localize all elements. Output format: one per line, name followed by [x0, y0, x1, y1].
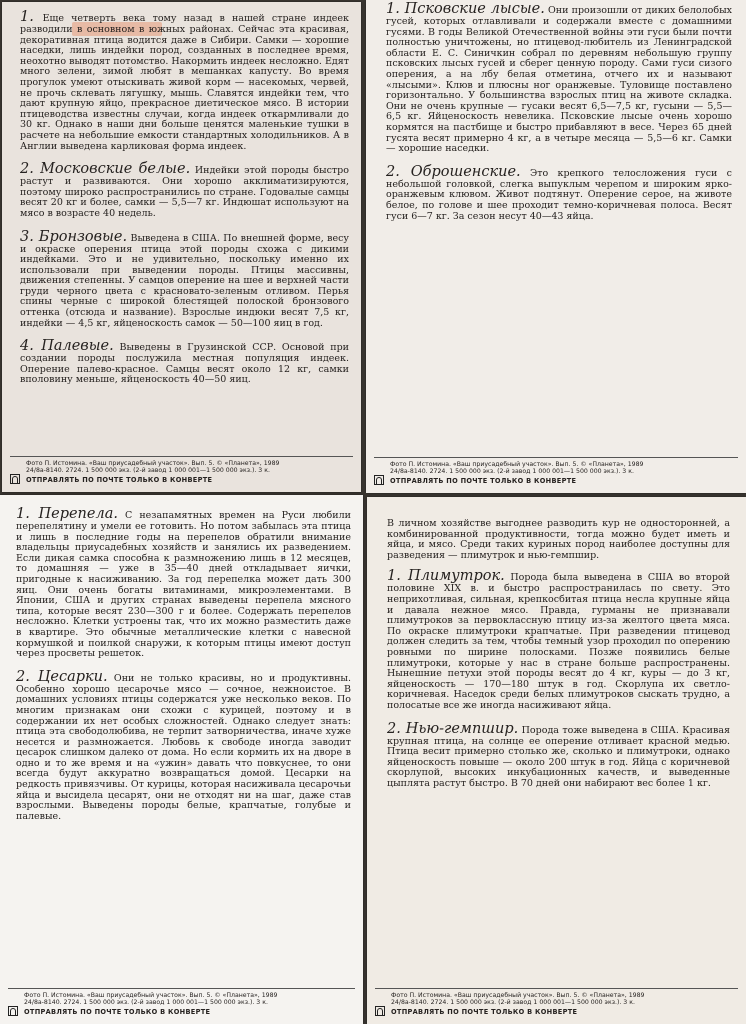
footer-credit: Фото П. Истомина. «Ваш приусадебный участок». Вып. 5. © «Планета», 1989 — [24, 991, 278, 999]
footer-credit: Фото П. Истомина. «Ваш приусадебный участок». Вып. 5. © «Планета», 1989 — [26, 459, 280, 467]
publisher-logo-icon — [10, 474, 20, 484]
footer-divider — [374, 457, 738, 458]
card-footer — [8, 988, 355, 1017]
section-1 — [387, 569, 730, 711]
footer-print-info: 24/8а-8140. 2724. 1 500 000 экз. (2-й завод 1 000 001—1 500 000 экз.). 3 к. — [26, 467, 270, 474]
card-content — [386, 2, 732, 232]
section-text: Они не только красивы, но и продуктивны. Особенно хорошо цесарочье мясо — сочное, нежноистое. В домашних условиях птицы содержатся уже несколько веков. По многим признакам они схожи с курицей, поэтому и в содержании их нет особых сложностей. Однако следует знать: птица эта свободолюбива, не терпит затворничества, иначе хуже несется и размножается. Любовь к свободе иногда заводит цесарок слишком далеко от дома. Но если кормить их на дворе в одно и то же время и на «ужин» давать что повкуснее, то они всегда будут аккуратно возвращаться домой. Цесарки на редкость привязчивы. От курицы, которая насиживала цесарочьи яйца и высидела цесарят, они не отходят ни на шаг, даже став взрослыми. Выведены породы белые, крапчатые, голубые и палевые. — [16, 672, 351, 822]
publisher-logo-icon — [8, 1006, 18, 1016]
card-footer — [10, 456, 353, 485]
card-chickens — [367, 497, 746, 1024]
section-heading: 2. Цесарки. — [16, 668, 108, 685]
section-text: Индейки этой породы быстро растут и развиваются. Они хорошо акклиматизируются, поэтому широко распространились по стране. Годовалые самцы весят 20 кг и более, самки — 5,5—7 кг. Индюшат используют на мясо в возрасте 40 недель. — [20, 165, 349, 219]
card-quails — [0, 495, 363, 1024]
card-content — [20, 10, 349, 396]
section-1 — [16, 507, 351, 660]
section-text: Порода тоже выведена в США. Красивая крупная птица, на солнце ее оперение отливает красной медью. Птица весит примерно столько же, сколько и плимутроки, однако яйценоскость повыше — около 200 штук в год. Яйца с коричневой скорлупой, высоких инкубационных качеств, и выведенные цыплята растут быстро. В 70 дней они набирают вес более 1 кг. — [387, 724, 730, 789]
card-intro: В личном хозяйстве выгоднее разводить кур не односторонней, а комбинированной продуктивности, тогда можно будет иметь и яйца, и мясо. Среди таких куриных пород наиболее доступны для разведения — плимутрок и нью-гемпшир. — [387, 518, 730, 561]
section-2 — [386, 165, 732, 222]
section-heading: 2. Московские белые. — [20, 161, 191, 178]
section-1 — [20, 10, 349, 152]
section-2 — [387, 722, 730, 790]
section-2 — [20, 162, 349, 219]
section-2 — [16, 670, 351, 823]
section-heading: 4. Палевые. — [20, 338, 114, 355]
section-text: Они произошли от диких белолобых гусей, которых отлавливали и содержали вместе с домашними гусями. В годы Великой Отечественной войны эти гуси были почти полностью уничтожены, но птицевод-любитель из Ленинградской области Е. С. Синичкин собрал по деревням небольшую группу псковских лысых гусей и сберег ценную породу. Сами гуси сизого оперения, а на лбу белая отметина, отчего их и называют «лысыми». Клюв и плюсны ног оранжевые. Туловище поставлено горизонтально. У большинства взрослых птиц на животе складка. Они не очень крупные — гусаки весят 6,5—7,5 кг, гусыни — 5,5—6,5 кг. Яйценоскость невелика. Псковские лысые очень хорошо кормятся на пастбище и быстро прибавляют в весе. Через 65 дней гусята весят примерно 4 кг, а в четыре месяца — 5,5—6 кг. Самки — хорошие наседки. — [386, 5, 732, 155]
mail-note: ОТПРАВЛЯТЬ ПО ПОЧТЕ ТОЛЬКО В КОНВЕРТЕ — [391, 1007, 578, 1016]
section-heading: 3. Бронзовые. — [20, 228, 128, 245]
footer-credit: Фото П. Истомина. «Ваш приусадебный участок». Вып. 5. © «Планета», 1989 — [391, 991, 645, 999]
card-geese — [366, 0, 746, 493]
section-3 — [20, 230, 349, 330]
card-footer — [375, 988, 738, 1017]
section-text: Выведены в Грузинской ССР. Основой при создании породы послужила местная популяция индеек. Оперение палево-красное. Самцы весят около 12 кг, самки вполовину меньше, яйценоскость 40—50 яиц. — [20, 342, 349, 386]
section-heading: 1. Псковские лысые. — [386, 1, 545, 17]
section-4 — [20, 339, 349, 386]
card-content — [16, 507, 351, 832]
section-text: Выведена в США. По внешней форме, весу и окраске оперения птица этой породы схожа с дикими индейками. Это и не удивительно, поскольку именно их использовали при выведении породы. Птицы массивны, движения степенны. У самцов оперение на шее и верхней части груди черного цвета с красновато-зеленым отливом. Перья спины черные с широкой блестящей полоской бронзового оттенка (отсюда и название). Взрослые индюки весят 7,5 кг, индейки — 4,5 кг, яйценоскость самок — 50—100 яиц в год. — [20, 232, 349, 329]
card-content — [387, 519, 730, 799]
footer-divider — [10, 456, 353, 457]
section-1 — [386, 2, 732, 155]
card-turkeys — [2, 2, 361, 492]
section-heading: 1. — [20, 9, 43, 25]
card-footer — [374, 457, 738, 486]
section-text: Порода была выведена в США во второй половине XIX в. и быстро распространилась по свету. Это неприхотливая, сильная, крепкосбитая птица несла крупные яйца и давала нежное мясо. Правда, гурманы не признавали плимутроков за первоклассную птицу из-за желтого цвета мяса. По окраске плимутроки крапчатые. При разведении птицевод должен следить за тем, чтобы темный узор проходил по оперению ровными по ширине полосками. Позже появились белые плимутроки, которые у нас в стране больше распространены. Нынешние петухи этой породы весят до 4 кг, куры — до 3 кг, яйценоскость — 170—180 штук в год. Скорлупа их светло-коричневая. Наседок среди белых плимутроков сыскать трудно, а полосатые все же иногда насиживают яйца. — [387, 572, 730, 711]
mail-note: ОТПРАВЛЯТЬ ПО ПОЧТЕ ТОЛЬКО В КОНВЕРТЕ — [26, 475, 213, 484]
mail-note: ОТПРАВЛЯТЬ ПО ПОЧТЕ ТОЛЬКО В КОНВЕРТЕ — [390, 476, 577, 485]
footer-credit: Фото П. Истомина. «Ваш приусадебный участок». Вып. 5. © «Планета», 1989 — [390, 460, 644, 468]
section-heading: 2. Оброшенские. — [386, 163, 521, 180]
section-text: С незапамятных времен на Руси любили перепелятину и умели ее готовить. Но потом забылась эта птица и лишь в последние годы на перепелов обратили внимание владельцы приусадебных хозяйств и занялись их разведением. Если дикая самка способна к размножению лишь в 12 месяцев, то домашняя — уже в 35—40 дней откладывает яички, пригодные к насиживанию. За год перепелка может дать 300 яиц. Они очень богаты витаминами, микроэлементами. В Японии, США и других странах выведены перепела мясного типа, которые весят 230—300 г и более. Содержать перепелов несложно. Клетки устроены так, что их можно разместить даже в квартире. Это обычные металлические клетки с навесной кормушкой и поилкой снаружи, к которым птицы имеют доступ через просветы решеток. — [16, 510, 351, 660]
section-text: Это крепкого телосложения гуси с небольшой головкой, слегка выпуклым черепом и широким ярко-оранжевым клювом. Живот подтянут. Оперение серое, на животе белое, по голове и шее проходит темно-коричневая полоса. Весят гуси 6—7 кг. За сезон несут 40—43 яйца. — [386, 167, 732, 222]
footer-divider — [8, 988, 355, 989]
publisher-logo-icon — [375, 1006, 385, 1016]
section-text: Еще четверть века тому назад в нашей стране индеек разводили в основном в южных районах. Сейчас эта красивая, декоративная птица водится даже в Сибири. Самки — хорошие наседки, лишь индейки пород, созданных в последнее время, неохотно выводят потомство. Накормить индеек несложно. Едят много зелени, зимой любят в мешанках капусту. Во время прогулок умеют отыскивать живой корм — насекомых, червей, не прочь склевать лягушку, мышь. Славятся индейки тем, что дают крупную яйцо, прекрасное диетическое мясо. В истории птицеводства известны случаи, когда индеек откармливали до 30 кг. Однако в наши дни больше ценятся маленькие тушки в расчете на небольшие емкости стандартных холодильников. А в Англии выведена карликовая форма индеек. — [20, 13, 349, 152]
footer-print-info: 24/8а-8140. 2724. 1 500 000 экз. (2-й завод 1 000 001—1 500 000 экз.). 3 к. — [391, 999, 635, 1006]
mail-note: ОТПРАВЛЯТЬ ПО ПОЧТЕ ТОЛЬКО В КОНВЕРТЕ — [24, 1007, 211, 1016]
publisher-logo-icon — [374, 475, 384, 485]
footer-print-info: 24/8а-8140. 2724. 1 500 000 экз. (2-й завод 1 000 001—1 500 000 экз.). 3 к. — [390, 468, 634, 475]
section-heading: 2. Нью-гемпшир. — [387, 720, 519, 737]
section-heading: 1. Плимутрок. — [387, 568, 505, 585]
footer-print-info: 24/8а-8140. 2724. 1 500 000 экз. (2-й завод 1 000 001—1 500 000 экз.). 3 к. — [24, 999, 268, 1006]
section-heading: 1. Перепела. — [16, 506, 118, 522]
footer-divider — [375, 988, 738, 989]
